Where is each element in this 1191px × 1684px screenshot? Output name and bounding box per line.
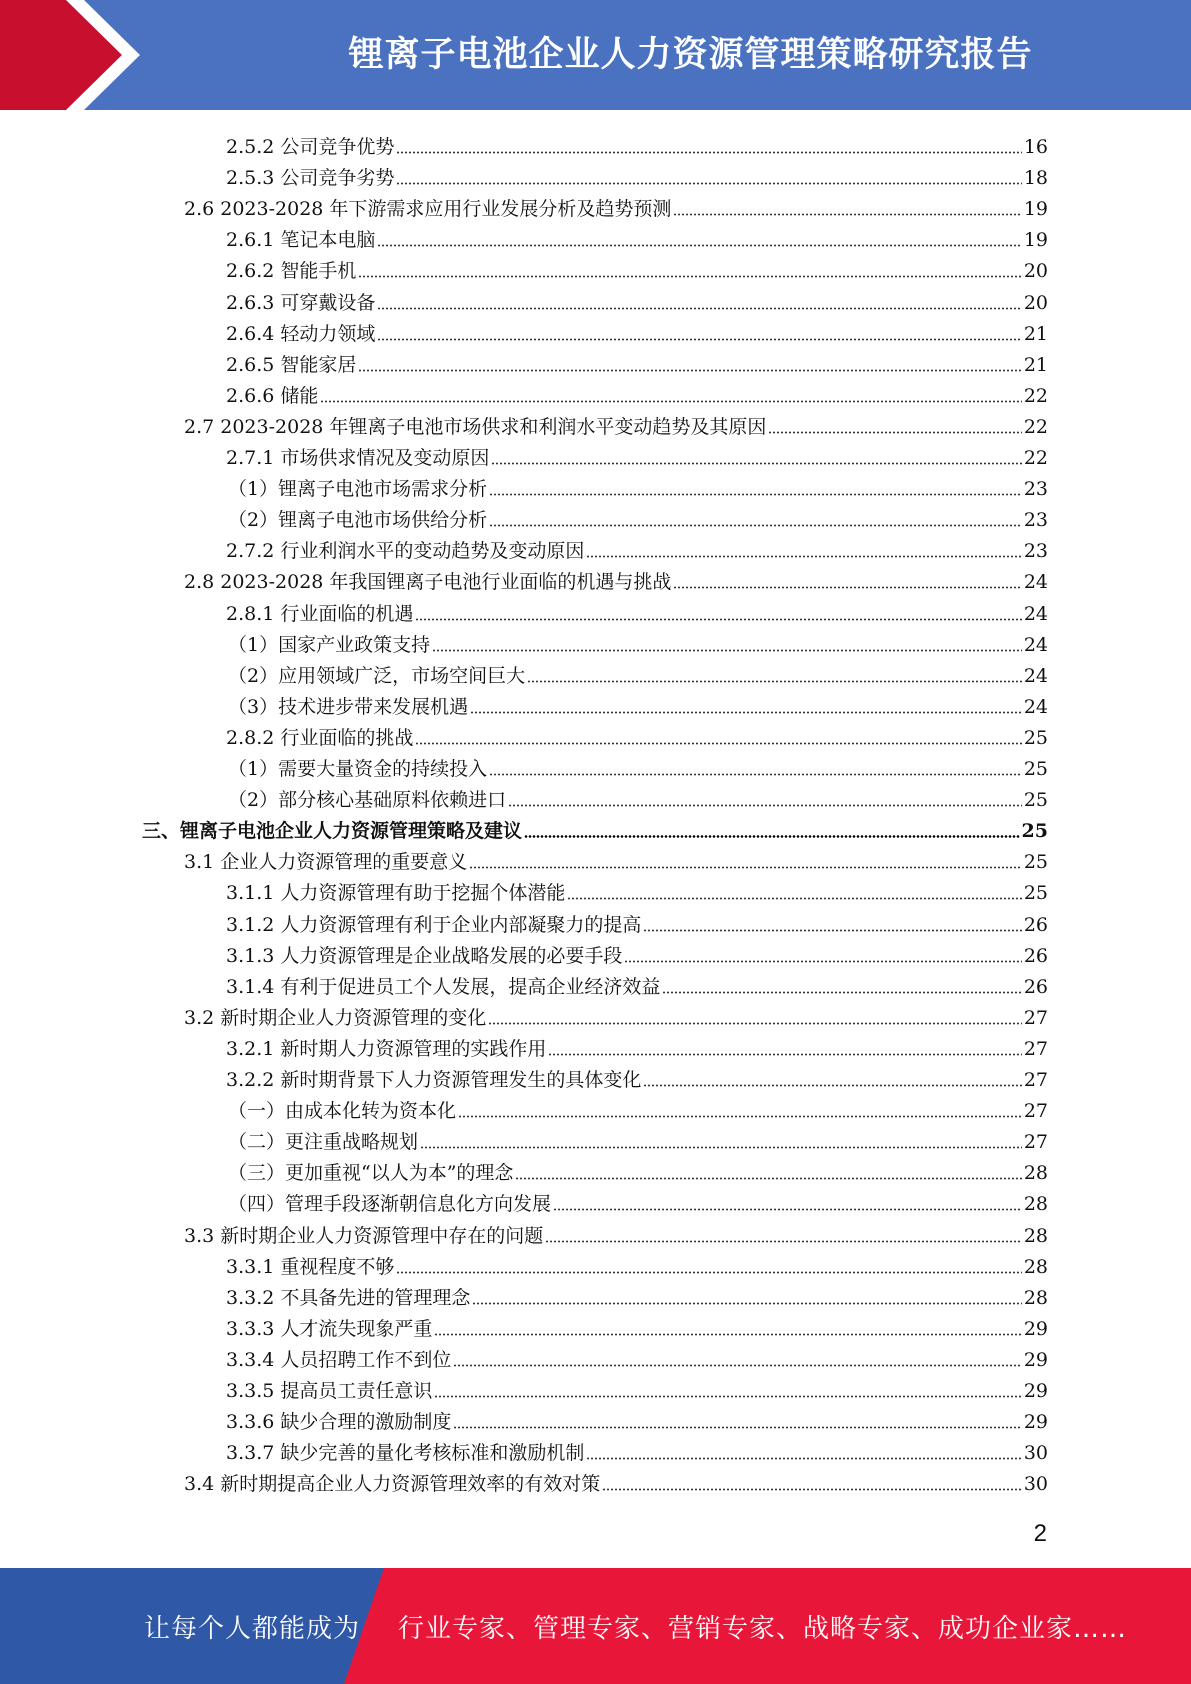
toc-dot-leader <box>768 431 1021 434</box>
toc-dot-leader <box>377 307 1021 310</box>
toc-entry-page: 28 <box>1023 1193 1048 1216</box>
toc-dot-leader <box>548 1053 1021 1056</box>
toc-dot-leader <box>624 960 1021 963</box>
toc-entry-page: 25 <box>1023 789 1048 812</box>
toc-entry[interactable] <box>226 159 1048 190</box>
toc-entry-title: 2.7.2 行业利润水平的变动趋势及变动原因 <box>226 540 585 563</box>
toc-dot-leader <box>524 835 1020 838</box>
toc-entry-page: 24 <box>1023 695 1048 718</box>
toc-dot-leader <box>508 804 1022 807</box>
toc-entry[interactable] <box>226 315 1048 346</box>
toc-entry-title: （2）应用领域广泛，市场空间巨大 <box>228 664 526 687</box>
toc-entry-page: 28 <box>1023 1255 1048 1278</box>
page-footer <box>0 1568 1191 1684</box>
toc-entry-page: 24 <box>1023 633 1048 656</box>
toc-entry-title: 3.3.4 人员招聘工作不到位 <box>226 1348 452 1371</box>
toc-dot-leader <box>434 1333 1021 1336</box>
toc-dot-leader <box>488 1022 1022 1025</box>
toc-dot-leader <box>420 1146 1022 1149</box>
toc-entry[interactable] <box>226 1403 1048 1434</box>
page-number: 2 <box>1033 1520 1047 1547</box>
toc-entry-page: 24 <box>1023 664 1048 687</box>
toc-entry[interactable] <box>228 1185 1048 1216</box>
toc-entry-page: 28 <box>1023 1162 1048 1185</box>
toc-dot-leader <box>377 338 1021 341</box>
toc-entry-title: 3.3.3 人才流失现象严重 <box>226 1317 433 1340</box>
toc-dot-leader <box>643 929 1021 932</box>
toc-dot-leader <box>396 1271 1021 1274</box>
toc-entry[interactable] <box>226 937 1048 968</box>
toc-dot-leader <box>472 1302 1021 1305</box>
toc-entry-title: 2.6.3 可穿戴设备 <box>226 291 376 314</box>
toc-entry-title: 2.7 2023-2028 年锂离子电池市场供求和利润水平变动趋势及其原因 <box>184 415 767 438</box>
toc-entry-title: 3.2 新时期企业人力资源管理的变化 <box>184 1006 487 1029</box>
toc-dot-leader <box>453 1426 1021 1429</box>
toc-dot-leader <box>662 991 1021 994</box>
toc-entry-title: （2）锂离子电池市场供给分析 <box>228 509 488 532</box>
toc-entry-title: 三、锂离子电池企业人力资源管理策略及建议 <box>142 820 523 843</box>
toc-entry-page: 23 <box>1023 509 1048 532</box>
toc-dot-leader <box>527 680 1022 683</box>
toc-dot-leader <box>377 244 1021 247</box>
toc-entry-page: 29 <box>1023 1317 1048 1340</box>
header-title: 锂离子电池企业人力资源管理策略研究报告 <box>348 35 1033 75</box>
toc-entry[interactable] <box>228 1092 1048 1123</box>
toc-entry-page: 20 <box>1023 260 1048 283</box>
toc-entry[interactable] <box>228 1154 1048 1185</box>
toc-entry[interactable] <box>226 377 1048 408</box>
toc-dot-leader <box>489 773 1022 776</box>
toc-entry-title: 3.1.3 人力资源管理是企业战略发展的必要手段 <box>226 944 623 967</box>
toc-entry-page: 25 <box>1023 882 1048 905</box>
toc-entry[interactable] <box>184 843 1048 874</box>
toc-entry-page: 30 <box>1023 1473 1048 1496</box>
toc-entry[interactable] <box>226 719 1048 750</box>
toc-entry-title: 3.3.2 不具备先进的管理理念 <box>226 1286 471 1309</box>
toc-dot-leader <box>453 1364 1021 1367</box>
toc-entry-page: 21 <box>1023 353 1048 376</box>
toc-entry-title: 2.5.3 公司竞争劣势 <box>226 167 395 190</box>
toc-entry[interactable] <box>228 688 1048 719</box>
toc-entry-page: 27 <box>1023 1131 1048 1154</box>
toc-entry-page: 25 <box>1023 758 1048 780</box>
toc-entry[interactable] <box>226 968 1048 999</box>
toc-entry-title: （一）由成本化转为资本化 <box>228 1100 457 1123</box>
toc-entry-title: 2.6.1 笔记本电脑 <box>226 229 376 252</box>
toc-entry[interactable] <box>226 1341 1048 1372</box>
toc-dot-leader <box>586 555 1021 558</box>
toc-entry-title: 2.6 2023-2028 年下游需求应用行业发展分析及趋势预测 <box>184 198 672 221</box>
toc-dot-leader <box>320 400 1021 403</box>
toc-dot-leader <box>673 213 1021 216</box>
toc-entry-title: 3.3.1 重视程度不够 <box>226 1255 395 1278</box>
toc-entry[interactable] <box>184 1465 1048 1496</box>
toc-dot-leader <box>458 1115 1022 1118</box>
toc-entry[interactable] <box>226 1279 1048 1310</box>
toc-entry-page: 29 <box>1023 1380 1048 1402</box>
toc-dot-leader <box>545 1240 1022 1243</box>
toc-entry[interactable] <box>228 470 1048 501</box>
toc-entry-title: （四）管理手段逐渐朝信息化方向发展 <box>228 1193 552 1216</box>
toc-entry-title: （三）更加重视“以人为本”的理念 <box>228 1162 514 1185</box>
toc-entry[interactable] <box>226 906 1048 937</box>
footer-slogan-left: 让每个人都能成为 <box>144 1614 361 1644</box>
toc-entry-page: 23 <box>1023 540 1048 563</box>
toc-entry[interactable] <box>228 657 1048 688</box>
toc-entry-page: 28 <box>1023 1224 1048 1247</box>
page-header <box>0 0 1191 110</box>
toc-entry-page: 28 <box>1023 1286 1048 1309</box>
toc-entry[interactable] <box>226 1310 1048 1341</box>
toc-dot-leader <box>602 1488 1022 1491</box>
toc-entry[interactable] <box>142 812 1048 843</box>
toc-entry[interactable] <box>226 874 1048 905</box>
toc-entry[interactable] <box>184 563 1048 594</box>
toc-entry-page: 23 <box>1023 478 1048 501</box>
toc-entry-title: 2.8.2 行业面临的挑战 <box>226 726 414 749</box>
toc-entry[interactable] <box>226 439 1048 470</box>
toc-entry[interactable] <box>184 1217 1048 1248</box>
toc-entry[interactable] <box>226 1248 1048 1279</box>
toc-entry-title: （二）更注重战略规划 <box>228 1131 419 1154</box>
toc-entry-title: 2.7.1 市场供求情况及变动原因 <box>226 447 490 469</box>
toc-entry-page: 29 <box>1023 1348 1048 1371</box>
toc-entry-page: 27 <box>1023 1037 1048 1060</box>
toc-dot-leader <box>396 182 1021 185</box>
red-chevron-shape <box>0 0 160 110</box>
toc-entry[interactable] <box>228 626 1048 657</box>
toc-entry-title: 3.2.1 新时期人力资源管理的实践作用 <box>226 1037 547 1060</box>
toc-entry[interactable] <box>226 595 1048 626</box>
toc-entry-page: 19 <box>1023 229 1048 252</box>
toc-dot-leader <box>553 1208 1022 1211</box>
toc-entry-page: 22 <box>1023 384 1048 407</box>
toc-entry-page: 22 <box>1023 447 1048 469</box>
toc-entry[interactable] <box>226 1434 1048 1465</box>
toc-entry-page: 24 <box>1023 571 1048 594</box>
toc-entry[interactable] <box>228 781 1048 812</box>
toc-dot-leader <box>643 1084 1021 1087</box>
toc-entry[interactable] <box>184 408 1048 439</box>
toc-entry-page: 22 <box>1023 415 1048 438</box>
toc-dot-leader <box>469 866 1022 869</box>
toc-entry-title: 3.1 企业人力资源管理的重要意义 <box>184 851 468 874</box>
toc-entry[interactable] <box>228 501 1048 532</box>
toc-entry[interactable] <box>226 1061 1048 1092</box>
toc-dot-leader <box>396 151 1021 154</box>
toc-dot-leader <box>491 462 1021 465</box>
toc-entry-title: （1）国家产业政策支持 <box>228 633 431 656</box>
toc-entry-page: 20 <box>1023 291 1048 314</box>
toc-dot-leader <box>489 524 1022 527</box>
toc-entry[interactable] <box>226 532 1048 563</box>
toc-dot-leader <box>415 742 1021 745</box>
toc-entry-page: 26 <box>1023 913 1048 936</box>
toc-entry-title: 3.3.5 提高员工责任意识 <box>226 1380 433 1402</box>
toc-entry[interactable] <box>226 284 1048 315</box>
toc-entry-title: 2.6.4 轻动力领域 <box>226 322 376 345</box>
toc-dot-leader <box>673 586 1021 589</box>
toc-entry-page: 25 <box>1021 820 1048 843</box>
toc-entry-page: 29 <box>1023 1411 1048 1434</box>
toc-entry-title: 3.4 新时期提高企业人力资源管理效率的有效对策 <box>184 1473 601 1496</box>
toc-entry-title: 3.1.2 人力资源管理有利于企业内部凝聚力的提高 <box>226 913 642 936</box>
toc-entry-title: （2）部分核心基础原料依赖进口 <box>228 789 507 812</box>
toc-entry-title: （1）锂离子电池市场需求分析 <box>228 478 488 501</box>
toc-dot-leader <box>358 369 1021 372</box>
toc-entry-title: 2.5.2 公司竞争优势 <box>226 136 395 158</box>
toc-entry[interactable] <box>226 1372 1048 1403</box>
toc-entry-page: 26 <box>1023 975 1048 998</box>
toc-entry-title: 3.1.4 有利于促进员工个人发展，提高企业经济效益 <box>226 975 661 998</box>
toc-entry-page: 18 <box>1023 167 1048 190</box>
toc-dot-leader <box>567 897 1021 900</box>
toc-entry-title: 3.3 新时期企业人力资源管理中存在的问题 <box>184 1224 544 1247</box>
toc-entry-page: 27 <box>1023 1006 1048 1029</box>
toc-dot-leader <box>470 711 1022 714</box>
toc-entry-page: 24 <box>1023 602 1048 625</box>
footer-slogan-right: 行业专家、管理专家、营销专家、战略专家、成功企业家…… <box>398 1614 1128 1644</box>
toc-entry-page: 25 <box>1023 851 1048 874</box>
toc-entry-page: 25 <box>1023 726 1048 749</box>
toc-entry[interactable] <box>184 999 1048 1030</box>
toc-dot-leader <box>415 618 1021 621</box>
toc-entry-title: 2.6.5 智能家居 <box>226 353 357 376</box>
toc-entry-page: 21 <box>1023 322 1048 345</box>
toc-entry-title: 3.1.1 人力资源管理有助于挖掘个体潜能 <box>226 882 566 905</box>
toc-entry[interactable] <box>184 190 1048 221</box>
toc-entry-page: 30 <box>1023 1442 1048 1465</box>
toc-entry-title: 2.6.2 智能手机 <box>226 260 357 283</box>
toc-dot-leader <box>434 1395 1021 1398</box>
toc-entry[interactable] <box>226 252 1048 283</box>
toc-entry-title: 2.6.6 储能 <box>226 384 319 407</box>
toc-entry-page: 16 <box>1023 136 1048 158</box>
toc-entry-title: 2.8 2023-2028 年我国锂离子电池行业面临的机遇与挑战 <box>184 571 672 594</box>
toc-entry-title: （3）技术进步带来发展机遇 <box>228 695 469 718</box>
toc-entry[interactable] <box>228 1123 1048 1154</box>
toc-entry-title: 3.3.6 缺少合理的激励制度 <box>226 1411 452 1434</box>
toc-entry-page: 26 <box>1023 944 1048 967</box>
toc-dot-leader <box>489 493 1022 496</box>
toc-entry-page: 27 <box>1023 1069 1048 1091</box>
toc-entry[interactable] <box>226 221 1048 252</box>
toc-entry-page: 19 <box>1023 198 1048 221</box>
toc-entry-title: 2.8.1 行业面临的机遇 <box>226 602 414 625</box>
toc-entry-title: 3.2.2 新时期背景下人力资源管理发生的具体变化 <box>226 1069 642 1091</box>
toc-entry-title: 3.3.7 缺少完善的量化考核标准和激励机制 <box>226 1442 585 1465</box>
toc-dot-leader <box>586 1457 1021 1460</box>
toc-entry[interactable] <box>226 346 1048 377</box>
toc-dot-leader <box>432 649 1022 652</box>
toc-entry-page: 27 <box>1023 1100 1048 1123</box>
toc-dot-leader <box>358 275 1021 278</box>
toc-dot-leader <box>515 1177 1021 1180</box>
toc-entry[interactable] <box>226 1030 1048 1061</box>
toc-entry[interactable] <box>226 128 1048 159</box>
toc-entry[interactable] <box>228 750 1048 781</box>
toc-entry-title: （1）需要大量资金的持续投入 <box>228 758 488 780</box>
